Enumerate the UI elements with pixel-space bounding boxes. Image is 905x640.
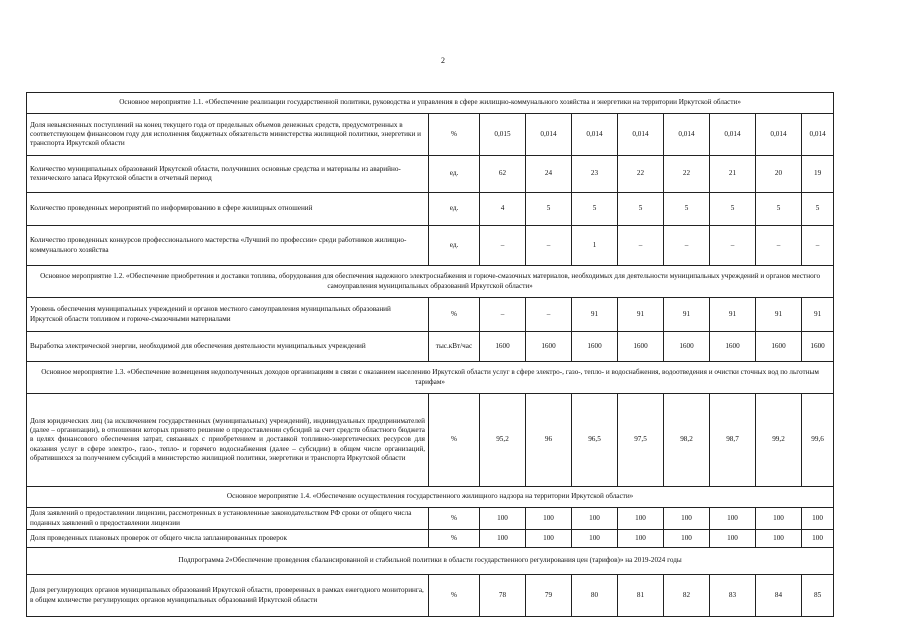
value-cell: 91 bbox=[756, 298, 802, 332]
unit-cell: % bbox=[429, 298, 480, 332]
value-cell: 100 bbox=[526, 530, 572, 548]
indicator-name: Количество муниципальных образований Иркутской области, получивших основные средства и материалы из аварийно-технического запаса Иркутской области в отчетный период bbox=[27, 156, 429, 193]
value-cell: 91 bbox=[664, 298, 710, 332]
value-cell: 1600 bbox=[664, 332, 710, 362]
value-cell: 100 bbox=[618, 508, 664, 530]
value-cell: 100 bbox=[572, 508, 618, 530]
value-cell: 19 bbox=[802, 156, 834, 193]
value-cell: 1600 bbox=[802, 332, 834, 362]
indicators-table bbox=[26, 92, 834, 617]
value-cell: 79 bbox=[526, 575, 572, 617]
value-cell: 100 bbox=[802, 508, 834, 530]
indicator-row bbox=[27, 114, 834, 156]
unit-cell: % bbox=[429, 394, 480, 487]
section-title: Подпрограмма 2«Обеспечение проведения сбалансированной и стабильной политики в области государственного регулирования цен (тарифов)» на 2019-2024 годы bbox=[27, 548, 834, 575]
value-cell: 100 bbox=[618, 530, 664, 548]
value-cell: 100 bbox=[572, 530, 618, 548]
value-cell: 85 bbox=[802, 575, 834, 617]
value-cell: 97,5 bbox=[618, 394, 664, 487]
unit-cell: ед. bbox=[429, 226, 480, 266]
value-cell: 62 bbox=[480, 156, 526, 193]
value-cell: – bbox=[756, 226, 802, 266]
value-cell: 80 bbox=[572, 575, 618, 617]
section-title: Основное мероприятие 1.4. «Обеспечение осуществления государственного жилищного надзора на территории Иркутской области» bbox=[27, 487, 834, 508]
value-cell: 5 bbox=[710, 193, 756, 226]
indicator-name: Доля регулирующих органов муниципальных образований Иркутской области, проверенных в рамках ежегодного мониторинга, в общем количестве регулирующих органов муниципальных образований Иркутской области bbox=[27, 575, 429, 617]
indicator-row bbox=[27, 226, 834, 266]
unit-cell: % bbox=[429, 575, 480, 617]
value-cell: 100 bbox=[710, 508, 756, 530]
value-cell: – bbox=[480, 298, 526, 332]
value-cell: 5 bbox=[802, 193, 834, 226]
value-cell: – bbox=[480, 226, 526, 266]
indicator-name: Уровень обеспечения муниципальных учреждений и органов местного самоуправления муниципальных образований Иркутской области топливом и горюче-смазочными материалами bbox=[27, 298, 429, 332]
indicator-row bbox=[27, 530, 834, 548]
value-cell: 0,014 bbox=[572, 114, 618, 156]
value-cell: 100 bbox=[480, 530, 526, 548]
value-cell: 5 bbox=[572, 193, 618, 226]
value-cell: 0,014 bbox=[526, 114, 572, 156]
indicator-name: Количество проведенных конкурсов профессионального мастерства «Лучший по профессии» среди работников жилищно-коммунального хозяйства bbox=[27, 226, 429, 266]
page-cutoff bbox=[0, 632, 905, 640]
indicator-name: Доля заявлений о предоставлении лицензии, рассмотренных в установленные законодательством РФ сроки от общего числа поданных заявлений о предоставлении лицензии bbox=[27, 508, 429, 530]
value-cell: 4 bbox=[480, 193, 526, 226]
value-cell: 0,015 bbox=[480, 114, 526, 156]
value-cell: 22 bbox=[618, 156, 664, 193]
value-cell: 1600 bbox=[710, 332, 756, 362]
value-cell: 1600 bbox=[618, 332, 664, 362]
value-cell: 5 bbox=[664, 193, 710, 226]
value-cell: 20 bbox=[756, 156, 802, 193]
value-cell: 1600 bbox=[756, 332, 802, 362]
indicator-row bbox=[27, 332, 834, 362]
section-title: Основное мероприятие 1.3. «Обеспечение возмещения недополученных доходов организациям в связи с оказанием населению Иркутской области услуг в сфере электро-, газо-, тепло- и водоснабжения, водоотведения и очистки сточных вод по льготным тарифам» bbox=[27, 362, 834, 394]
indicator-row bbox=[27, 193, 834, 226]
value-cell: 96,5 bbox=[572, 394, 618, 487]
value-cell: 0,014 bbox=[618, 114, 664, 156]
value-cell: 98,7 bbox=[710, 394, 756, 487]
value-cell: – bbox=[526, 298, 572, 332]
value-cell: 100 bbox=[664, 530, 710, 548]
value-cell: 21 bbox=[710, 156, 756, 193]
unit-cell: ед. bbox=[429, 193, 480, 226]
value-cell: 1 bbox=[572, 226, 618, 266]
section-row bbox=[27, 93, 834, 114]
value-cell: 91 bbox=[802, 298, 834, 332]
value-cell: 83 bbox=[710, 575, 756, 617]
value-cell: – bbox=[710, 226, 756, 266]
indicator-row bbox=[27, 394, 834, 487]
value-cell: 98,2 bbox=[664, 394, 710, 487]
value-cell: 96 bbox=[526, 394, 572, 487]
value-cell: – bbox=[618, 226, 664, 266]
value-cell: 5 bbox=[526, 193, 572, 226]
value-cell: – bbox=[664, 226, 710, 266]
section-row bbox=[27, 548, 834, 575]
unit-cell: % bbox=[429, 114, 480, 156]
value-cell: – bbox=[802, 226, 834, 266]
indicator-name: Выработка электрической энергии, необходимой для обеспечения деятельности муниципальных учреждений bbox=[27, 332, 429, 362]
value-cell: 78 bbox=[480, 575, 526, 617]
indicator-row bbox=[27, 298, 834, 332]
value-cell: 1600 bbox=[480, 332, 526, 362]
value-cell: 1600 bbox=[572, 332, 618, 362]
unit-cell: тыс.кВт/час bbox=[429, 332, 480, 362]
indicator-row bbox=[27, 156, 834, 193]
section-row bbox=[27, 487, 834, 508]
value-cell: 0,014 bbox=[756, 114, 802, 156]
unit-cell: % bbox=[429, 530, 480, 548]
value-cell: 5 bbox=[618, 193, 664, 226]
value-cell: 100 bbox=[710, 530, 756, 548]
value-cell: 1600 bbox=[526, 332, 572, 362]
value-cell: 100 bbox=[756, 530, 802, 548]
value-cell: 91 bbox=[618, 298, 664, 332]
page-number: 2 bbox=[441, 56, 445, 65]
value-cell: 91 bbox=[710, 298, 756, 332]
value-cell: 99,6 bbox=[802, 394, 834, 487]
value-cell: 100 bbox=[802, 530, 834, 548]
section-title: Основное мероприятие 1.2. «Обеспечение приобретения и доставки топлива, оборудования для обеспечения надежного электроснабжения и горюче-смазочных материалов, необходимых для деятельности муниципальных учреждений и органов местного самоуправления муниципальных образований Иркутской области» bbox=[27, 266, 834, 298]
value-cell: 0,014 bbox=[664, 114, 710, 156]
section-title: Основное мероприятие 1.1. «Обеспечение реализации государственной политики, руководства и управления в сфере жилищно-коммунального хозяйства и энергетики на территории Иркутской области» bbox=[27, 93, 834, 114]
indicator-row bbox=[27, 508, 834, 530]
value-cell: 84 bbox=[756, 575, 802, 617]
value-cell: 22 bbox=[664, 156, 710, 193]
value-cell: 100 bbox=[756, 508, 802, 530]
section-row bbox=[27, 266, 834, 298]
section-row bbox=[27, 362, 834, 394]
unit-cell: ед. bbox=[429, 156, 480, 193]
value-cell: 95,2 bbox=[480, 394, 526, 487]
value-cell: 5 bbox=[756, 193, 802, 226]
value-cell: 100 bbox=[480, 508, 526, 530]
value-cell: 82 bbox=[664, 575, 710, 617]
indicator-name: Количество проведенных мероприятий по информированию в сфере жилищных отношений bbox=[27, 193, 429, 226]
indicator-name: Доля проведенных плановых проверок от общего числа запланированных проверок bbox=[27, 530, 429, 548]
table-body bbox=[27, 93, 834, 617]
value-cell: 99,2 bbox=[756, 394, 802, 487]
value-cell: 100 bbox=[664, 508, 710, 530]
unit-cell: % bbox=[429, 508, 480, 530]
value-cell: 23 bbox=[572, 156, 618, 193]
value-cell: 100 bbox=[526, 508, 572, 530]
indicator-row bbox=[27, 575, 834, 617]
value-cell: 0,014 bbox=[802, 114, 834, 156]
indicator-name: Доля невыясненных поступлений на конец текущего года от предельных объемов денежных средств, предусмотренных в соответствующем финансовом году для исполнения бюджетных обязательств министерства жилищной политики, энергетики и транспорта Иркутской области bbox=[27, 114, 429, 156]
value-cell: 91 bbox=[572, 298, 618, 332]
value-cell: – bbox=[526, 226, 572, 266]
value-cell: 81 bbox=[618, 575, 664, 617]
value-cell: 0,014 bbox=[710, 114, 756, 156]
value-cell: 24 bbox=[526, 156, 572, 193]
indicator-name: Доля юридических лиц (за исключением государственных (муниципальных) учреждений), индивидуальных предпринимателей (далее – организации), в отношении которых принято решение о предоставлении субсидий за счет средств областного бюджета в целях финансового обеспечения затрат, связанных с приобретением и доставкой топливно-энергетических ресурсов для оказания услуг в сфере электро-, газо-, тепло- и горячего водоснабжения (далее – субсидии) в общем числе организаций, обратившихся за получением субсидий в министерство жилищной политики, энергетики и транспорта Иркутской области bbox=[27, 394, 429, 487]
